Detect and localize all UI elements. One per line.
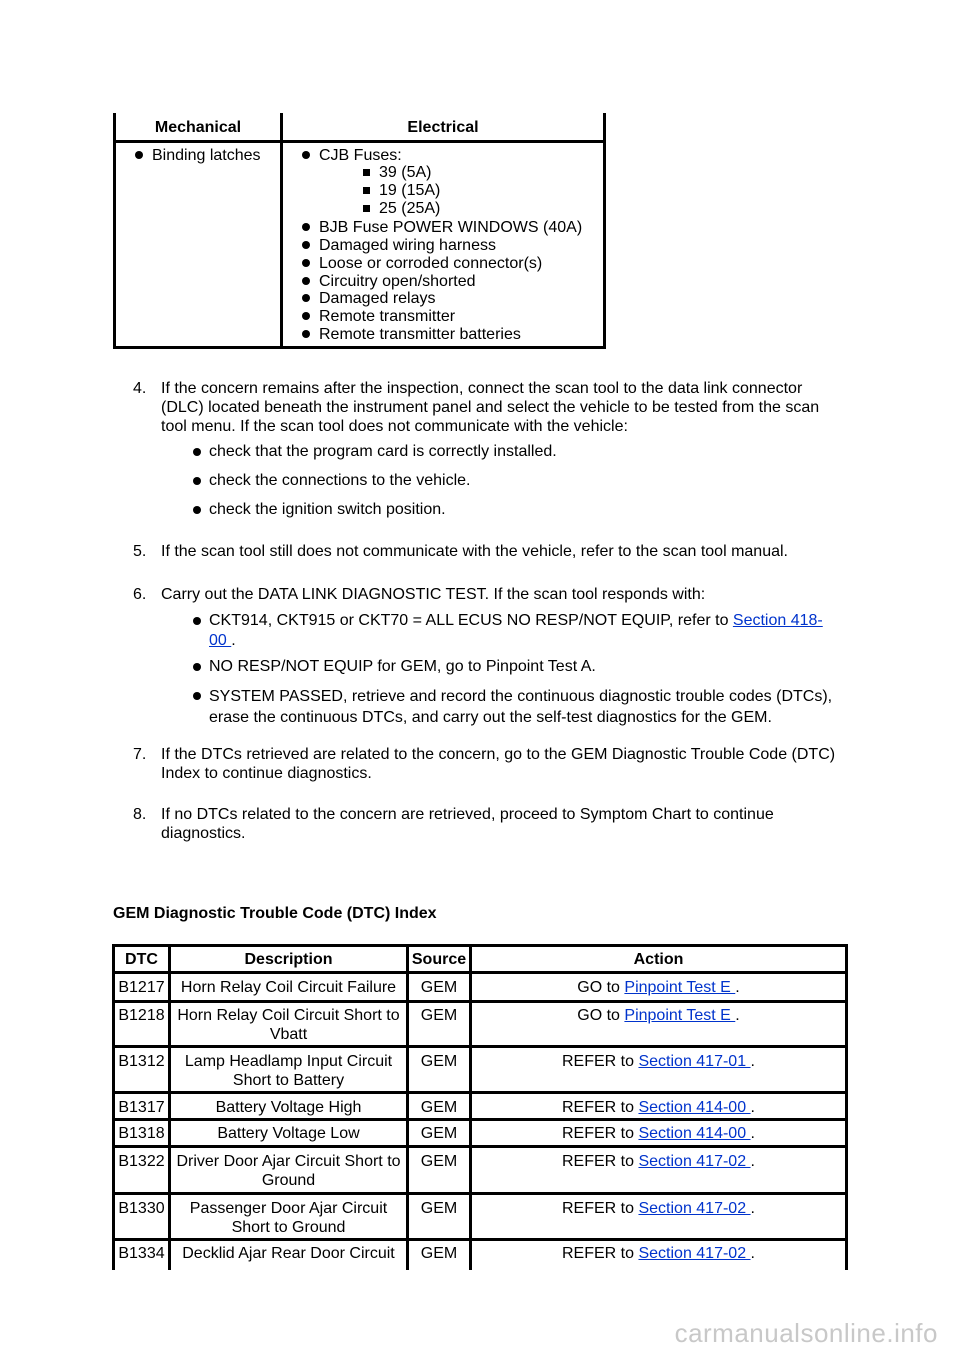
electrical-item: BJB Fuse POWER WINDOWS (40A) [302, 219, 582, 237]
table-row-source: GEM [420, 1053, 458, 1070]
table-row-dtc: B1318 [118, 1125, 165, 1142]
cjb-fuse-item: 25 (25A) [363, 200, 440, 218]
action-link[interactable]: Pinpoint Test E [624, 1007, 736, 1024]
table-row-description: Decklid Ajar Rear Door Circuit [182, 1245, 395, 1262]
bullet-icon [302, 277, 310, 285]
cjb-fuse-item: 39 (5A) [363, 164, 431, 182]
col-header-description: Description [244, 951, 333, 968]
table-row-dtc: B1217 [118, 979, 165, 996]
table-row-description: Battery Voltage High [215, 1099, 362, 1116]
table-row-source: GEM [420, 1125, 458, 1142]
table-row-source: GEM [420, 1245, 458, 1262]
table-row-source: GEM [420, 979, 458, 996]
table-row-source: GEM [420, 1200, 458, 1217]
step-4-bullet: check that the program card is correctly installed. [193, 442, 557, 462]
step-6-bullet: SYSTEM PASSED, retrieve and record the continuous diagnostic trouble codes (DTCs), erase the continuous DTCs, and carry out the self-test diagnostics for the GEM. [193, 686, 843, 728]
bullet-icon [302, 312, 310, 320]
step-4: 4. If the concern remains after the inspection, connect the scan tool to the data link connector (DLC) located beneath the instrument panel and select the vehicle to be tested from the scan tool menu. If the scan tool does not communicate with the vehicle: [133, 380, 820, 435]
table-row-description: Driver Door Ajar Circuit Short to Ground [176, 1153, 401, 1189]
table-row-dtc: B1330 [118, 1200, 165, 1217]
col-header-action: Action [633, 951, 684, 968]
action-link[interactable]: Section 414-00 [638, 1099, 751, 1116]
action-link[interactable]: Section 417-02 [638, 1245, 751, 1262]
electrical-item: Damaged wiring harness [302, 237, 496, 255]
table-row-description: Horn Relay Coil Circuit Short to Vbatt [177, 1007, 400, 1043]
bullet-icon [193, 692, 201, 700]
bullet-icon [302, 151, 310, 159]
mechanical-item: Binding latches [135, 147, 261, 165]
action-link[interactable]: Pinpoint Test E [624, 979, 736, 996]
header-mechanical: Mechanical [154, 119, 242, 136]
bullet-icon [193, 448, 201, 456]
cjb-fuse-item: 19 (15A) [363, 182, 440, 200]
table-row-source: GEM [420, 1007, 458, 1024]
electrical-item: Remote transmitter [302, 308, 455, 326]
step-8: 8. If no DTCs related to the concern are retrieved, proceed to Symptom Chart to continue diagnostics. [133, 806, 774, 842]
bullet-icon [193, 617, 201, 625]
table-row-action: GO to Pinpoint Test E . [577, 979, 740, 996]
section-418-00-link-cont[interactable]: 00 [209, 632, 232, 649]
bullet-icon [302, 259, 310, 267]
bullet-icon [135, 151, 143, 159]
table-row-action: REFER to Section 417-02 . [562, 1200, 755, 1217]
table-row-dtc: B1334 [118, 1245, 165, 1262]
dtc-table [112, 944, 848, 1270]
bullet-icon [193, 477, 201, 485]
table-row-action: REFER to Section 414-00 . [562, 1099, 755, 1116]
col-header-source: Source [411, 951, 467, 968]
table-row-source: GEM [420, 1099, 458, 1116]
table-row-action: REFER to Section 417-02 . [562, 1153, 755, 1170]
table-row-action: GO to Pinpoint Test E . [577, 1007, 740, 1024]
section-418-00-link[interactable]: Section 418- [732, 612, 823, 629]
electrical-item: Remote transmitter batteries [302, 326, 521, 344]
action-link[interactable]: Section 414-00 [638, 1125, 751, 1142]
col-header-dtc: DTC [125, 951, 158, 968]
watermark: carmanualsonline.info [674, 1318, 938, 1348]
bullet-icon [302, 294, 310, 302]
section-title: GEM Diagnostic Trouble Code (DTC) Index [113, 905, 437, 922]
table-row-action: REFER to Section 414-00 . [562, 1125, 755, 1142]
step-6-bullet: CKT914, CKT915 or CKT70 = ALL ECUS NO RESP/NOT EQUIP, refer to Section 418- [193, 611, 843, 631]
table-row-description: Horn Relay Coil Circuit Failure [180, 979, 397, 996]
step-6-bullet: NO RESP/NOT EQUIP for GEM, go to Pinpoint Test A. [193, 657, 596, 677]
action-link[interactable]: Section 417-01 [638, 1053, 751, 1070]
electrical-item: Damaged relays [302, 290, 436, 308]
bullet-icon [302, 241, 310, 249]
bullet-icon [193, 663, 201, 671]
step-4-bullet: check the ignition switch position. [193, 500, 446, 520]
square-bullet-icon [363, 169, 370, 176]
bullet-icon [193, 506, 201, 514]
step-6-bullet-cont: 00 . [209, 632, 236, 649]
square-bullet-icon [363, 205, 370, 212]
step-4-bullet: check the connections to the vehicle. [193, 471, 471, 491]
action-link[interactable]: Section 417-02 [638, 1153, 751, 1170]
bullet-icon [302, 330, 310, 338]
electrical-item: Loose or corroded connector(s) [302, 255, 542, 273]
inspection-table [113, 113, 606, 349]
electrical-item: Circuitry open/shorted [302, 273, 476, 291]
table-row-action: REFER to Section 417-02 . [562, 1245, 755, 1262]
table-row-description: Battery Voltage Low [217, 1125, 360, 1142]
table-row-dtc: B1218 [118, 1007, 165, 1024]
table-row-description: Passenger Door Ajar Circuit Short to Ground [189, 1200, 388, 1236]
action-link[interactable]: Section 417-02 [638, 1200, 751, 1217]
bullet-icon [302, 223, 310, 231]
table-row-dtc: B1322 [118, 1153, 165, 1170]
square-bullet-icon [363, 187, 370, 194]
step-5: 5. If the scan tool still does not communicate with the vehicle, refer to the scan tool manual. [133, 543, 788, 560]
header-electrical: Electrical [407, 119, 479, 136]
table-row-dtc: B1317 [118, 1099, 165, 1116]
table-row-dtc: B1312 [118, 1053, 165, 1070]
table-row-action: REFER to Section 417-01 . [562, 1053, 755, 1070]
electrical-item-cjb: CJB Fuses: [302, 147, 402, 165]
step-7: 7. If the DTCs retrieved are related to the concern, go to the GEM Diagnostic Trouble Code (DTC) Index to continue diagnostics. [133, 746, 836, 782]
table-row-description: Lamp Headlamp Input Circuit Short to Battery [184, 1053, 393, 1089]
table-row-source: GEM [420, 1153, 458, 1170]
step-6: 6. Carry out the DATA LINK DIAGNOSTIC TEST. If the scan tool responds with: [133, 586, 706, 603]
